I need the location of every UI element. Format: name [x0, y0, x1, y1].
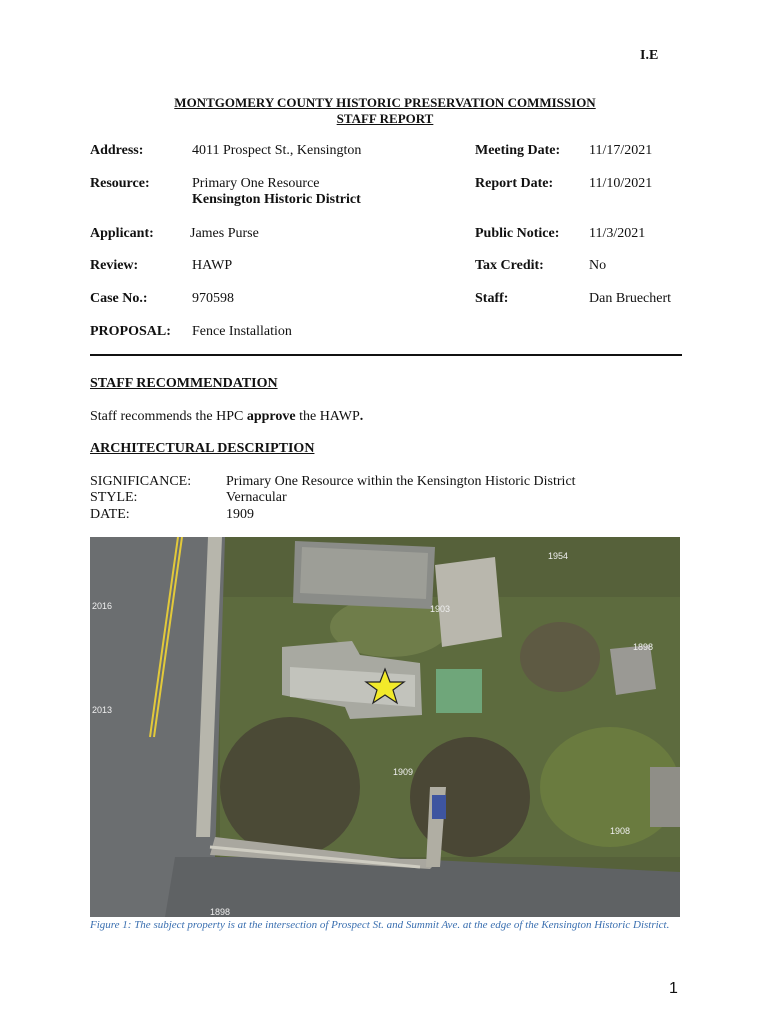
resource-value: Primary One Resource — [192, 176, 320, 191]
map-label-2016: 2016 — [92, 601, 113, 611]
proposal-value: Fence Installation — [192, 324, 292, 339]
staff-recommendation-heading: STAFF RECOMMENDATION — [90, 376, 278, 391]
applicant-value: James Purse — [190, 226, 259, 241]
map-label-1908: 1908 — [610, 826, 631, 836]
style-value: Vernacular — [226, 490, 287, 505]
map-label-1909: 1909 — [393, 767, 414, 777]
aerial-map — [90, 537, 680, 917]
tax-credit-label: Tax Credit: — [475, 258, 544, 273]
page-label: I.E — [640, 48, 659, 63]
public-notice-value: 11/3/2021 — [589, 226, 646, 241]
case-no-value: 970598 — [192, 291, 234, 306]
figure-caption: Figure 1: The subject property is at the intersection of Prospect St. and Summit Ave. at the edge of the Kensington Historic District. — [90, 919, 670, 931]
meeting-date-label: Meeting Date: — [475, 143, 561, 158]
recommendation-text-bold: approve — [246, 409, 296, 424]
map-label-1898-right: 1898 — [633, 642, 654, 652]
recommendation-text-after: the HAWP — [295, 409, 360, 424]
section-divider — [90, 354, 682, 356]
address-label: Address: — [90, 143, 144, 158]
staff-value: Dan Bruechert — [589, 291, 672, 306]
recommendation-text-before: Staff recommends the HPC — [90, 409, 247, 424]
review-value: HAWP — [192, 258, 233, 273]
report-title — [90, 95, 680, 127]
address-value: 4011 Prospect St., Kensington — [192, 143, 362, 158]
public-notice-label: Public Notice: — [475, 226, 560, 241]
style-label: STYLE: — [90, 490, 138, 505]
recommendation-text — [90, 409, 363, 425]
significance-value: Primary One Resource within the Kensington Historic District — [226, 474, 576, 489]
applicant-label: Applicant: — [90, 226, 154, 241]
report-date-label: Report Date: — [475, 176, 554, 191]
resource-label: Resource: — [90, 176, 150, 191]
tax-credit-value: No — [589, 258, 607, 273]
map-label-1903: 1903 — [430, 604, 451, 614]
map-label-1898-bottom: 1898 — [210, 907, 231, 917]
review-label: Review: — [90, 258, 139, 273]
page-number: 1 — [669, 980, 678, 997]
report-date-value: 11/10/2021 — [589, 176, 653, 191]
architectural-description-heading: ARCHITECTURAL DESCRIPTION — [90, 441, 315, 456]
staff-label: Staff: — [475, 291, 509, 306]
proposal-label: PROPOSAL: — [90, 324, 171, 339]
case-no-label: Case No.: — [90, 291, 148, 306]
title-line-1: MONTGOMERY COUNTY HISTORIC PRESERVATION COMMISSION — [174, 95, 596, 110]
title-line-2: STAFF REPORT — [336, 111, 434, 126]
significance-label: SIGNIFICANCE: — [90, 474, 192, 489]
recommendation-text-period: . — [359, 409, 364, 424]
meeting-date-value: 11/17/2021 — [589, 143, 653, 158]
map-label-1954: 1954 — [548, 551, 569, 561]
date-label: DATE: — [90, 507, 130, 522]
map-label-2013: 2013 — [92, 705, 113, 715]
date-value: 1909 — [226, 507, 254, 522]
resource-district: Kensington Historic District — [192, 192, 361, 207]
